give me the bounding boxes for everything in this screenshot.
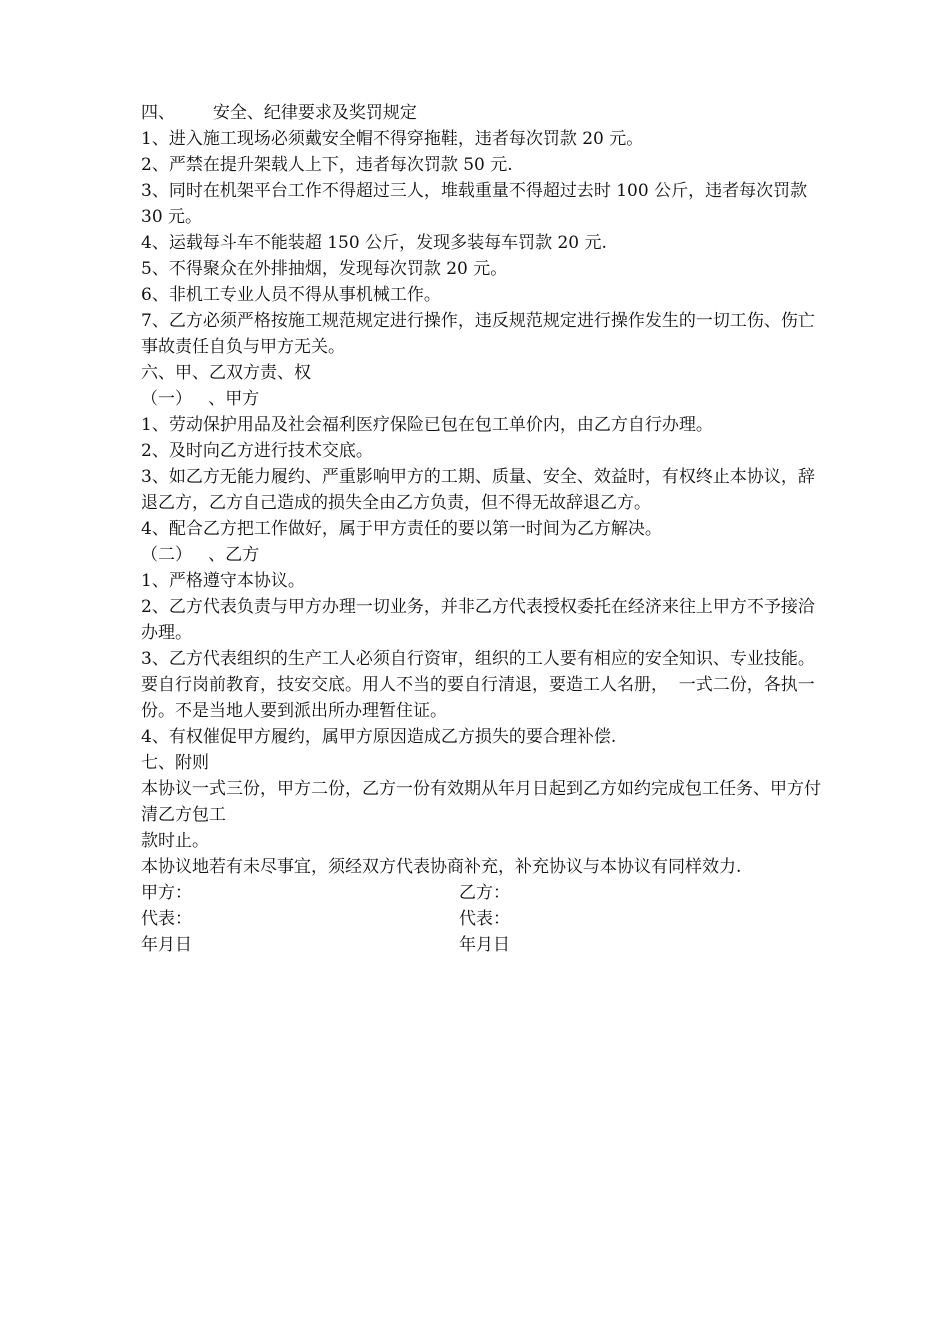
clause-item: 7、乙方必须严格按施工规范规定进行操作，违反规范规定进行操作发生的一切工伤、伤亡事故责任自负与甲方无关。 [141, 311, 815, 357]
clause-item: 6、非机工专业人员不得从事机械工作。 [141, 285, 441, 305]
clause-item: 3、如乙方无能力履约、严重影响甲方的工期、质量、安全、效益时，有权终止本协议，辞退乙方，乙方自己造成的损失全由乙方负责，但不得无故辞退乙方。 [141, 467, 815, 513]
paragraph-supplement: 本协议地若有未尽事宜，须经双方代表协商补充，补充协议与本协议有同样效力. [141, 857, 742, 877]
clause-item: 1、进入施工现场必须戴安全帽不得穿拖鞋，违者每次罚款 20 元。 [141, 129, 644, 149]
clause-item: 1、严格遵守本协议。 [141, 571, 305, 591]
document-body [141, 100, 821, 958]
signature-row-representative [141, 906, 821, 932]
clause-item: 4、配合乙方把工作做好，属于甲方责任的要以第一时间为乙方解决。 [141, 519, 662, 539]
party-b-label: 乙方： [459, 883, 510, 903]
clause-item: 2、严禁在提升架载人上下，违者每次罚款 50 元. [141, 155, 513, 175]
clause-item: 1、劳动保护用品及社会福利医疗保险已包在包工单价内，由乙方自行办理。 [141, 415, 713, 435]
clause-item: 2、及时向乙方进行技术交底。 [141, 441, 373, 461]
party-b-date-label: 年月日 [459, 935, 510, 955]
signature-row-date [141, 932, 821, 958]
paragraph-validity: 本协议一式三份，甲方二份，乙方一份有效期从年月日起到乙方如约完成包工任务、甲方付清乙方包工 [141, 779, 821, 825]
party-a-label: 甲方： [141, 883, 192, 903]
party-a-date-label: 年月日 [141, 935, 192, 955]
clause-item: 3、同时在机架平台工作不得超过三人，堆载重量不得超过去时 100 公斤，违者每次罚款 30 元。 [141, 181, 813, 227]
clause-item: 5、不得聚众在外排抽烟，发现每次罚款 20 元。 [141, 259, 508, 279]
clause-item: 4、运载每斗车不能装超 150 公斤，发现多装每车罚款 20 元. [141, 233, 607, 253]
party-b-representative-label: 代表： [459, 909, 510, 929]
subsection-heading-party-b: （二） 、乙方 [141, 545, 260, 565]
clause-item: 3、乙方代表组织的生产工人必须自行资审，组织的工人要有相应的安全知识、专业技能。要自行岗前教育，技安交底。用人不当的要自行清退，要造工人名册， 一式二份，各执一份。不是当地人要到派出所办理暂住证。 [141, 649, 815, 721]
clause-item: 4、有权催促甲方履约，属甲方原因造成乙方损失的要合理补偿. [141, 727, 617, 747]
paragraph-validity-continued: 款时止。 [141, 831, 209, 851]
section-heading-supplementary: 七、附则 [141, 753, 209, 773]
subsection-heading-party-a: （一） 、甲方 [141, 389, 260, 409]
section-heading-safety-discipline: 四、 安全、纪律要求及奖罚规定 [141, 103, 417, 123]
party-a-representative-label: 代表： [141, 909, 192, 929]
section-heading-rights-duties: 六、甲、乙双方责、权 [141, 363, 311, 383]
clause-item: 2、乙方代表负责与甲方办理一切业务，并非乙方代表授权委托在经济来往上甲方不予接洽办理。 [141, 597, 815, 643]
signature-row-party [141, 880, 821, 906]
